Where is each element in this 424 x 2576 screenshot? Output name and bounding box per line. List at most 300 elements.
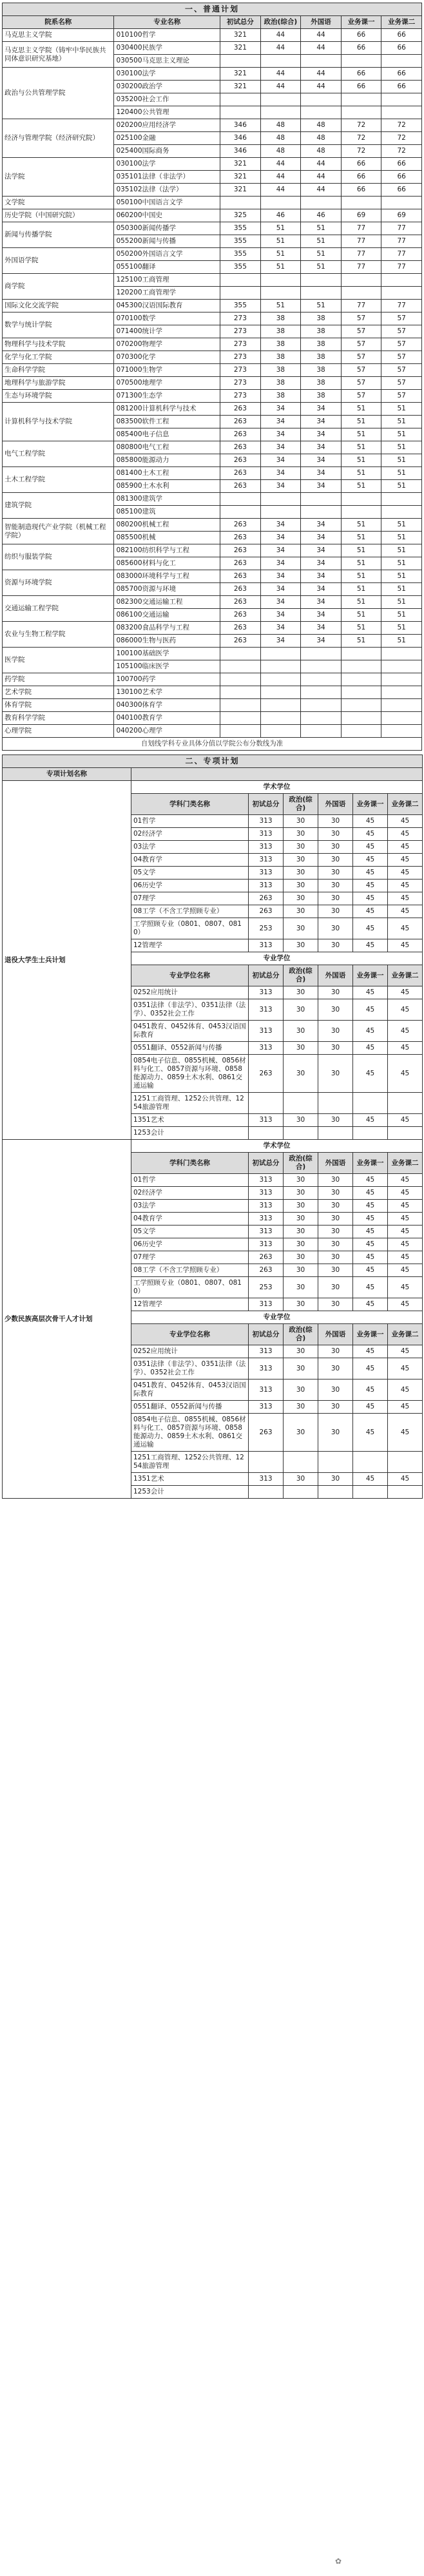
discipline-name-cell: 工学照顾专业（0801、0807、0810） [131, 918, 249, 939]
score-cell: 45 [353, 939, 388, 952]
score-cell: 66 [341, 29, 381, 42]
score-cell: 30 [284, 841, 318, 854]
score-cell [381, 106, 422, 119]
score-cell: 30 [318, 1055, 353, 1093]
score-cell: 51 [381, 622, 422, 635]
score-cell: 34 [260, 519, 301, 532]
score-cell: 66 [341, 42, 381, 55]
score-cell [341, 699, 381, 712]
school-name-cell: 马克思主义学院 [3, 29, 114, 42]
score-cell: 313 [249, 1226, 284, 1238]
score-cell: 30 [284, 986, 318, 999]
score-cell [341, 686, 381, 699]
score-cell: 72 [381, 132, 422, 145]
score-cell: 30 [284, 918, 318, 939]
score-cell [284, 1452, 318, 1473]
score-cell: 34 [301, 403, 342, 416]
special-column-header: 业务课二 [388, 1324, 423, 1345]
score-cell: 38 [260, 338, 301, 351]
score-cell: 57 [341, 338, 381, 351]
score-cell: 34 [301, 441, 342, 454]
score-cell: 263 [220, 416, 261, 428]
special-column-header: 外国语 [318, 794, 353, 815]
score-cell: 263 [220, 480, 261, 493]
score-cell: 51 [341, 403, 381, 416]
major-name-cell: 083500软件工程 [114, 416, 220, 428]
score-cell: 30 [318, 905, 353, 918]
score-cell: 45 [353, 986, 388, 999]
score-cell: 77 [381, 235, 422, 248]
score-cell: 34 [260, 428, 301, 441]
score-cell: 45 [353, 892, 388, 905]
score-cell: 46 [260, 209, 301, 222]
score-cell: 325 [220, 209, 261, 222]
special-column-header: 业务课二 [388, 1153, 423, 1174]
score-cell: 66 [341, 68, 381, 81]
score-cell: 34 [260, 609, 301, 622]
score-cell: 45 [388, 1114, 423, 1127]
major-name-cell: 082100纺织科学与工程 [114, 544, 220, 557]
score-cell [353, 1486, 388, 1499]
major-name-cell: 085900土木水利 [114, 480, 220, 493]
score-cell: 34 [260, 416, 301, 428]
general-column-header: 专业名称 [114, 16, 220, 29]
score-cell: 313 [249, 1042, 284, 1055]
school-name-cell: 新闻与传播学院 [3, 222, 114, 248]
score-cell [301, 506, 342, 519]
score-cell: 51 [341, 596, 381, 609]
score-cell: 263 [220, 441, 261, 454]
score-cell: 48 [301, 119, 342, 132]
score-cell: 51 [341, 532, 381, 544]
score-cell: 30 [318, 1473, 353, 1486]
score-cell: 30 [284, 892, 318, 905]
score-cell: 263 [220, 428, 261, 441]
score-cell: 313 [249, 815, 284, 828]
score-cell: 34 [260, 532, 301, 544]
score-cell: 34 [301, 570, 342, 583]
table-row [3, 338, 422, 351]
professional-degree-cell: 0854电子信息、0855机械、0856材料与化工、0857资源与环境、0858能源动力、0859土木水利、0861交通运输 [131, 1414, 249, 1452]
major-name-cell: 070200物理学 [114, 338, 220, 351]
major-name-cell: 081300建筑学 [114, 493, 220, 506]
score-cell: 313 [249, 1345, 284, 1358]
score-cell: 273 [220, 390, 261, 403]
special-column-header: 政治(综合) [284, 1153, 318, 1174]
score-cell: 30 [284, 1414, 318, 1452]
score-cell [301, 55, 342, 68]
score-cell: 51 [341, 454, 381, 467]
score-cell [388, 1093, 423, 1114]
score-cell: 45 [388, 867, 423, 879]
score-cell: 273 [220, 377, 261, 390]
major-name-cell: 030100法学 [114, 68, 220, 81]
score-cell [341, 106, 381, 119]
major-name-cell: 035102法律（法学） [114, 184, 220, 197]
score-cell: 34 [260, 570, 301, 583]
major-name-cell: 086100交通运输 [114, 609, 220, 622]
score-cell [220, 274, 261, 287]
score-cell: 30 [284, 1298, 318, 1311]
major-name-cell: 055100翻译 [114, 261, 220, 274]
score-cell: 30 [318, 999, 353, 1021]
special-column-header: 初试总分 [249, 965, 284, 986]
score-cell: 72 [341, 119, 381, 132]
score-cell: 30 [318, 1379, 353, 1401]
score-cell: 313 [249, 879, 284, 892]
score-cell [220, 686, 261, 699]
score-cell: 45 [388, 841, 423, 854]
score-cell: 38 [301, 390, 342, 403]
score-cell: 45 [353, 879, 388, 892]
score-cell: 313 [249, 1213, 284, 1226]
table-row [3, 781, 423, 794]
score-cell: 263 [220, 557, 261, 570]
score-cell: 45 [353, 918, 388, 939]
score-cell [381, 287, 422, 300]
score-cell: 45 [353, 1187, 388, 1200]
score-cell [341, 660, 381, 673]
school-name-cell: 电气工程学院 [3, 441, 114, 467]
table-row [3, 119, 422, 132]
score-cell: 66 [341, 171, 381, 184]
special-column-header: 政治(综合) [284, 1324, 318, 1345]
table-row [3, 68, 422, 81]
score-cell [260, 274, 301, 287]
score-cell [301, 725, 342, 738]
school-name-cell: 智能制造现代产业学院（机械工程学院） [3, 519, 114, 544]
score-cell: 30 [284, 1238, 318, 1251]
score-cell: 45 [388, 1251, 423, 1264]
score-cell: 30 [284, 854, 318, 867]
score-cell: 30 [284, 999, 318, 1021]
school-name-cell: 国际文化交流学院 [3, 300, 114, 312]
score-cell: 30 [318, 1251, 353, 1264]
score-cell [341, 55, 381, 68]
major-name-cell: 130100艺术学 [114, 686, 220, 699]
score-cell: 51 [341, 544, 381, 557]
score-cell: 45 [388, 1264, 423, 1277]
special-column-header: 业务课一 [353, 1153, 388, 1174]
score-cell: 57 [381, 312, 422, 325]
score-cell: 30 [284, 815, 318, 828]
score-cell [220, 506, 261, 519]
major-name-cell: 085500机械 [114, 532, 220, 544]
score-cell: 77 [341, 261, 381, 274]
score-cell: 321 [220, 158, 261, 171]
table-row [3, 699, 422, 712]
school-name-cell: 生命科学学院 [3, 364, 114, 377]
score-cell: 51 [301, 300, 342, 312]
score-cell: 30 [318, 854, 353, 867]
score-cell: 30 [284, 1213, 318, 1226]
table-row [3, 570, 422, 583]
score-cell: 263 [220, 454, 261, 467]
school-name-cell: 数学与统计学院 [3, 312, 114, 338]
score-cell [220, 93, 261, 106]
score-cell: 34 [301, 467, 342, 480]
score-cell: 57 [341, 364, 381, 377]
score-cell: 30 [284, 828, 318, 841]
score-cell: 48 [301, 132, 342, 145]
score-cell: 313 [249, 1298, 284, 1311]
major-name-cell: 030500马克思主义理论 [114, 55, 220, 68]
major-name-cell: 055200新闻与传播 [114, 235, 220, 248]
score-cell: 273 [220, 351, 261, 364]
school-name-cell: 纺织与服装学院 [3, 544, 114, 570]
score-cell: 30 [318, 1414, 353, 1452]
score-cell: 263 [220, 403, 261, 416]
score-cell: 30 [318, 1238, 353, 1251]
score-cell: 263 [220, 609, 261, 622]
major-name-cell: 085700资源与环境 [114, 583, 220, 596]
score-cell: 38 [301, 338, 342, 351]
score-cell: 263 [220, 583, 261, 596]
score-cell: 51 [301, 261, 342, 274]
score-cell: 48 [260, 119, 301, 132]
school-name-cell: 外国语学院 [3, 248, 114, 274]
plan-name-cell: 退役大学生士兵计划 [3, 781, 131, 1140]
school-name-cell: 心理学院 [3, 725, 114, 738]
major-name-cell: 082300交通运输工程 [114, 596, 220, 609]
score-cell: 66 [381, 68, 422, 81]
score-cell: 51 [341, 622, 381, 635]
table-row [3, 364, 422, 377]
score-cell [341, 493, 381, 506]
major-name-cell: 080800电气工程 [114, 441, 220, 454]
major-name-cell: 020200应用经济学 [114, 119, 220, 132]
school-name-cell: 体育学院 [3, 699, 114, 712]
score-cell [220, 106, 261, 119]
professional-degree-cell: 1251工商管理、1252公共管理、1254旅游管理 [131, 1452, 249, 1473]
score-cell: 30 [284, 1187, 318, 1200]
score-cell: 30 [284, 1277, 318, 1298]
score-cell: 30 [318, 867, 353, 879]
special-column-header: 专业学位名称 [131, 1324, 249, 1345]
major-name-cell: 080200机械工程 [114, 519, 220, 532]
score-cell: 355 [220, 222, 261, 235]
professional-degree-cell: 1351艺术 [131, 1114, 249, 1127]
score-cell [284, 1127, 318, 1140]
score-cell [220, 673, 261, 686]
major-name-cell: 120400公共管理 [114, 106, 220, 119]
table-row [3, 209, 422, 222]
score-cell [301, 673, 342, 686]
major-name-cell: 040300体育学 [114, 699, 220, 712]
score-cell: 321 [220, 171, 261, 184]
score-cell [301, 274, 342, 287]
score-cell: 51 [381, 544, 422, 557]
major-name-cell: 070300化学 [114, 351, 220, 364]
score-cell: 253 [249, 918, 284, 939]
score-cell: 69 [381, 209, 422, 222]
score-cell: 45 [353, 1055, 388, 1093]
professional-degree-cell: 0451教育、0452体育、0453汉语国际教育 [131, 1379, 249, 1401]
score-cell: 51 [381, 441, 422, 454]
score-cell: 45 [353, 1473, 388, 1486]
major-name-cell: 081200计算机科学与技术 [114, 403, 220, 416]
table-row [3, 29, 422, 42]
special-column-header: 初试总分 [249, 1324, 284, 1345]
score-cell: 51 [381, 403, 422, 416]
discipline-name-cell: 04教育学 [131, 1213, 249, 1226]
score-cell: 45 [353, 1213, 388, 1226]
score-cell [260, 712, 301, 725]
special-column-header: 学科门类名称 [131, 794, 249, 815]
table-row [3, 519, 422, 532]
special-column-header: 业务课二 [388, 794, 423, 815]
score-cell: 44 [301, 184, 342, 197]
professional-degree-cell: 0551翻译、0552新闻与传播 [131, 1401, 249, 1414]
discipline-name-cell: 03法学 [131, 1200, 249, 1213]
major-name-cell: 040200心理学 [114, 725, 220, 738]
special-column-header: 外国语 [318, 965, 353, 986]
score-cell: 48 [260, 145, 301, 158]
discipline-name-cell: 02经济学 [131, 1187, 249, 1200]
score-cell: 34 [301, 544, 342, 557]
score-cell: 44 [301, 81, 342, 93]
general-header-row [3, 16, 422, 29]
score-cell: 313 [249, 1174, 284, 1187]
major-name-cell: 035101法律（非法学） [114, 171, 220, 184]
score-cell: 34 [301, 519, 342, 532]
score-cell [381, 699, 422, 712]
score-cell: 34 [260, 622, 301, 635]
school-name-cell: 土木工程学院 [3, 467, 114, 493]
score-cell [260, 673, 301, 686]
table-row [3, 300, 422, 312]
special-plan-table [2, 755, 423, 1499]
score-cell: 66 [381, 158, 422, 171]
major-name-cell: 025400国际商务 [114, 145, 220, 158]
major-name-cell: 035200社会工作 [114, 93, 220, 106]
score-cell: 44 [301, 68, 342, 81]
score-cell [301, 660, 342, 673]
score-cell: 45 [353, 841, 388, 854]
score-cell: 263 [220, 532, 261, 544]
score-cell: 30 [318, 1021, 353, 1042]
major-name-cell: 085800能源动力 [114, 454, 220, 467]
score-cell: 45 [388, 1021, 423, 1042]
score-cell: 45 [353, 1114, 388, 1127]
score-cell: 51 [381, 454, 422, 467]
score-cell: 34 [260, 403, 301, 416]
score-cell: 38 [301, 325, 342, 338]
score-cell: 51 [381, 519, 422, 532]
score-cell: 30 [318, 815, 353, 828]
major-name-cell: 071300生态学 [114, 390, 220, 403]
discipline-name-cell: 08工学（不含工学照顾专业） [131, 905, 249, 918]
score-cell: 30 [318, 1298, 353, 1311]
score-cell [220, 493, 261, 506]
score-cell [341, 712, 381, 725]
score-cell: 45 [353, 1298, 388, 1311]
score-cell [249, 1127, 284, 1140]
score-cell: 263 [249, 1055, 284, 1093]
school-name-cell: 交通运输工程学院 [3, 596, 114, 622]
score-cell: 69 [341, 209, 381, 222]
score-cell: 44 [260, 29, 301, 42]
score-cell [220, 55, 261, 68]
score-cell: 34 [260, 635, 301, 648]
major-name-cell: 125100工商管理 [114, 274, 220, 287]
score-cell: 72 [341, 132, 381, 145]
score-cell: 45 [388, 1277, 423, 1298]
professional-degree-cell: 0351法律（非法学）、0351法律（法学）、0352社会工作 [131, 999, 249, 1021]
score-cell: 45 [388, 1345, 423, 1358]
table-row [3, 1140, 423, 1153]
score-cell: 45 [388, 939, 423, 952]
general-footer-note: 自划线学科专业具体分值以学院公布分数线为准 [3, 738, 422, 751]
professional-degree-cell: 1253会计 [131, 1127, 249, 1140]
score-cell: 44 [301, 42, 342, 55]
major-name-cell: 083200食品科学与工程 [114, 622, 220, 635]
score-cell: 313 [249, 828, 284, 841]
score-cell: 355 [220, 300, 261, 312]
score-cell: 263 [220, 570, 261, 583]
score-cell: 48 [260, 132, 301, 145]
score-cell: 30 [318, 879, 353, 892]
general-column-header: 外国语 [301, 16, 342, 29]
discipline-name-cell: 12管理学 [131, 1298, 249, 1311]
score-cell: 30 [284, 1226, 318, 1238]
special-column-header: 政治(综合) [284, 794, 318, 815]
score-cell: 30 [284, 1379, 318, 1401]
score-cell: 313 [249, 1473, 284, 1486]
score-cell: 51 [260, 248, 301, 261]
score-cell [318, 1127, 353, 1140]
score-cell: 51 [260, 261, 301, 274]
score-cell [260, 699, 301, 712]
score-cell: 313 [249, 986, 284, 999]
score-cell: 45 [353, 1401, 388, 1414]
general-section-title: 一、普通计划 [3, 3, 422, 16]
score-cell: 45 [388, 1055, 423, 1093]
score-cell [353, 1127, 388, 1140]
major-name-cell: 105100临床医学 [114, 660, 220, 673]
major-name-cell: 030400民族学 [114, 42, 220, 55]
score-cell: 57 [341, 351, 381, 364]
score-cell: 57 [381, 325, 422, 338]
score-cell: 45 [353, 1021, 388, 1042]
score-cell: 34 [260, 583, 301, 596]
score-cell [301, 93, 342, 106]
table-row [3, 544, 422, 557]
score-cell [301, 686, 342, 699]
score-cell [220, 197, 261, 209]
professional-degree-cell: 0854电子信息、0855机械、0856材料与化工、0857资源与环境、0858能源动力、0859土木水利、0861交通运输 [131, 1055, 249, 1093]
score-cell [341, 725, 381, 738]
score-cell: 321 [220, 42, 261, 55]
score-cell: 30 [318, 1187, 353, 1200]
score-cell: 45 [353, 1238, 388, 1251]
score-cell: 51 [260, 300, 301, 312]
score-cell: 273 [220, 364, 261, 377]
score-cell [341, 93, 381, 106]
score-cell: 273 [220, 312, 261, 325]
score-cell: 38 [260, 364, 301, 377]
score-cell: 30 [284, 1251, 318, 1264]
plan-name-header: 专项计划名称 [3, 768, 131, 781]
score-cell: 313 [249, 999, 284, 1021]
score-cell: 38 [260, 351, 301, 364]
school-name-cell: 生态与环境学院 [3, 390, 114, 403]
table-row [3, 712, 422, 725]
score-cell: 321 [220, 68, 261, 81]
table-row [3, 351, 422, 364]
score-cell: 57 [381, 364, 422, 377]
score-cell: 45 [353, 1174, 388, 1187]
